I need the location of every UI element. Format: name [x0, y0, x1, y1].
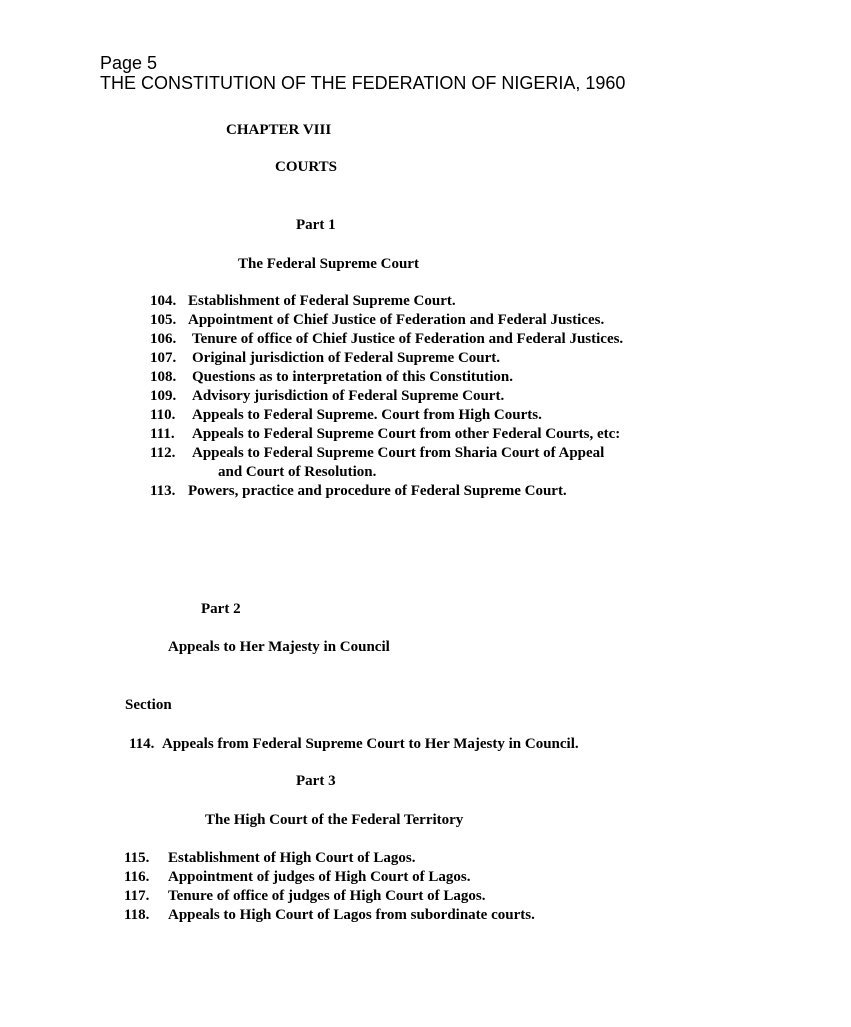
section-number: 112. [150, 445, 176, 461]
section-number: 107. [150, 350, 177, 366]
list-item [124, 906, 644, 925]
section-title: Appointment of Chief Justice of Federation and Federal Justices. [188, 312, 605, 328]
section-title: Appeals to High Court of Lagos from subordinate courts. [168, 907, 535, 923]
section-number: 109. [150, 388, 177, 404]
part1-title: The Federal Supreme Court [238, 256, 419, 272]
list-item [150, 368, 710, 387]
section-title: Appeals to Federal Supreme Court from other Federal Courts, etc: [192, 426, 621, 442]
section-number: 118. [124, 907, 150, 923]
part1-section-list [150, 292, 710, 501]
section-title: Tenure of office of judges of High Court of Lagos. [168, 888, 486, 904]
part2-section-list [129, 735, 729, 754]
section-number: 104. [150, 293, 177, 309]
section-number: 117. [124, 888, 150, 904]
section-number: 105. [150, 312, 177, 328]
section-number: 114. [129, 736, 155, 752]
list-item [150, 482, 710, 501]
section-title: Powers, practice and procedure of Federal Supreme Court. [188, 483, 567, 499]
list-item [129, 735, 729, 754]
section-number: 116. [124, 869, 150, 885]
part2-title: Appeals to Her Majesty in Council [168, 639, 390, 655]
part3-title: The High Court of the Federal Territory [205, 812, 464, 828]
list-item [150, 387, 710, 406]
list-item [150, 406, 710, 425]
chapter-title: COURTS [275, 159, 337, 175]
section-number: 115. [124, 850, 150, 866]
section-title: Establishment of Federal Supreme Court. [188, 293, 456, 309]
list-item [124, 887, 644, 906]
section-number: 110. [150, 407, 176, 423]
section-title: Questions as to interpretation of this Constitution. [192, 369, 513, 385]
section-number: 108. [150, 369, 177, 385]
list-item [150, 444, 710, 482]
part2-label: Part 2 [201, 601, 241, 617]
list-item [150, 349, 710, 368]
part3-section-list [124, 849, 644, 925]
list-item [150, 292, 710, 311]
section-title: Appeals to Federal Supreme Court from Sharia Court of Appeal [192, 445, 605, 461]
list-item [150, 425, 710, 444]
section-title: Tenure of office of Chief Justice of Federation and Federal Justices. [192, 331, 624, 347]
section-number: 113. [150, 483, 176, 499]
part1-label: Part 1 [296, 217, 336, 233]
section-title-continued: and Court of Resolution. [218, 464, 377, 480]
section-title: Appeals to Federal Supreme. Court from High Courts. [192, 407, 542, 423]
section-title: Appointment of judges of High Court of Lagos. [168, 869, 471, 885]
section-title: Establishment of High Court of Lagos. [168, 850, 416, 866]
list-item [124, 868, 644, 887]
page-label: Page 5 [100, 53, 158, 73]
section-title: Original jurisdiction of Federal Supreme Court. [192, 350, 501, 366]
list-item [124, 849, 644, 868]
section-number: 111. [150, 426, 175, 442]
document-title: THE CONSTITUTION OF THE FEDERATION OF NIGERIA, 1960 [100, 73, 626, 93]
part3-label: Part 3 [296, 773, 336, 789]
list-item [150, 330, 710, 349]
section-number: 106. [150, 331, 177, 347]
section-title: Advisory jurisdiction of Federal Supreme Court. [192, 388, 505, 404]
section-title: Appeals from Federal Supreme Court to Her Majesty in Council. [162, 736, 579, 752]
chapter-number: CHAPTER VIII [226, 122, 332, 138]
section-heading: Section [125, 697, 172, 713]
list-item [150, 311, 710, 330]
